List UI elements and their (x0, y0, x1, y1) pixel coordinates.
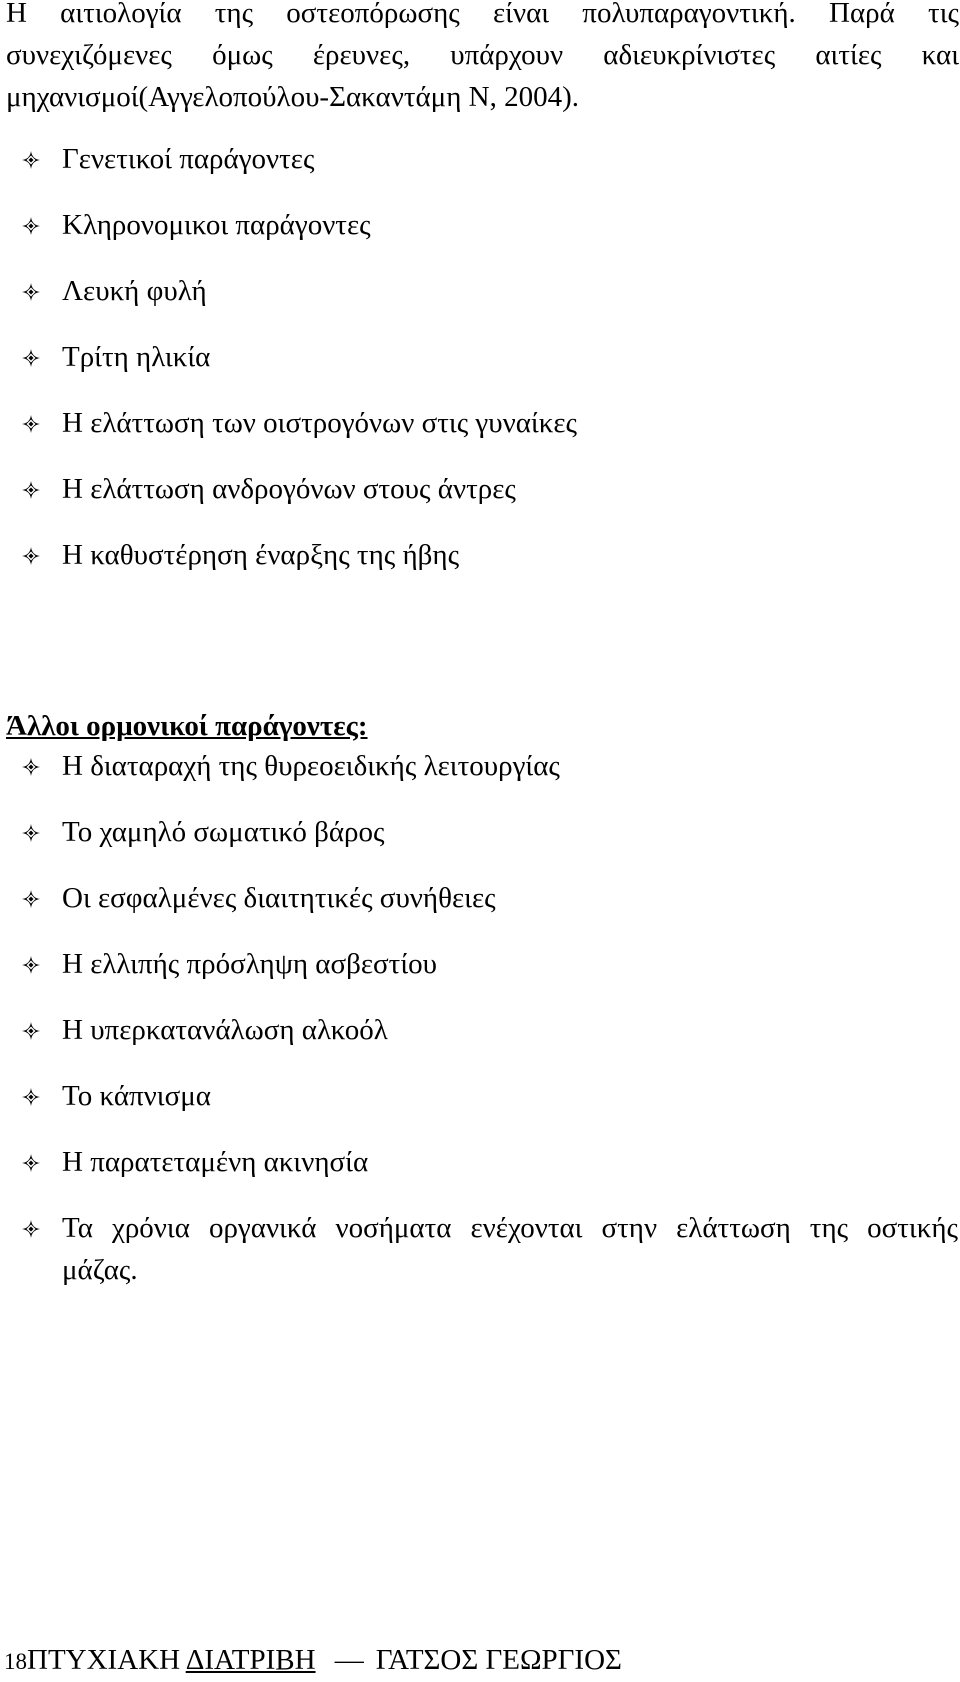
list-item (0, 877, 960, 943)
diamond-star-bullet-icon (22, 824, 40, 842)
list-item-label: Κληρονομικοι παράγοντες (62, 209, 371, 241)
list-item-label: Το κάπνισμα (62, 1080, 211, 1112)
list-item (0, 811, 960, 877)
list-item-label: Η υπερκατανάλωση αλκοόλ (62, 1014, 388, 1046)
list-item (0, 402, 960, 468)
diamond-star-bullet-icon (22, 217, 40, 235)
footer-word-2: ΔΙΑΤΡΙΒΗ (185, 1644, 316, 1676)
other-hormonal-factors-list (0, 745, 960, 1291)
list-item-label: Η ελάττωση ανδρογόνων στους άντρες (62, 473, 516, 505)
diamond-star-bullet-icon (22, 956, 40, 974)
list-item (0, 1141, 960, 1207)
list-item-label: Η διαταραχή της θυρεοειδικής λειτουργίας (62, 750, 560, 782)
list-item-label: Η καθυστέρηση έναρξης της ήβης (62, 539, 460, 571)
page-footer (4, 1640, 622, 1682)
diamond-star-bullet-icon (22, 1088, 40, 1106)
diamond-star-bullet-icon (22, 349, 40, 367)
diamond-star-bullet-icon (22, 890, 40, 908)
list-item-label: Τρίτη ηλικία (62, 341, 211, 373)
diamond-star-bullet-icon (22, 758, 40, 776)
list-item (0, 1207, 960, 1291)
list-item-label-line-1: Τα χρόνια οργανικά νοσήματα ενέχονται στην ελάττωση της οστικής (62, 1212, 958, 1244)
intro-line-1: Η αιτιολογία της οστεοπόρωσης είναι πολυπαραγοντική. Παρά τις (6, 0, 959, 29)
diamond-star-bullet-icon (22, 547, 40, 565)
list-item-label: Η ελάττωση των οιστρογόνων στις γυναίκες (62, 407, 577, 439)
list-item (0, 745, 960, 811)
risk-factors-list (0, 138, 960, 600)
diamond-star-bullet-icon (22, 481, 40, 499)
list-item-label: Λευκή φυλή (62, 275, 207, 307)
diamond-star-bullet-icon (22, 283, 40, 301)
footer-author: ΓΑΤΣΟΣ ΓΕΩΡΓΙΟΣ (375, 1644, 622, 1676)
page-number: 18 (4, 1649, 27, 1674)
section-heading: Άλλοι ορμονικοί παράγοντες: (6, 710, 368, 742)
list-item (0, 336, 960, 402)
list-item-label: Οι εσφαλμένες διαιτητικές συνήθειες (62, 882, 496, 914)
intro-line-2: συνεχιζόμενες όμως έρευνες, υπάρχουν αδιευκρίνιστες αιτίες και (6, 39, 959, 71)
list-item (0, 1009, 960, 1075)
list-item (0, 270, 960, 336)
footer-dash: — (334, 1644, 364, 1676)
list-item (0, 534, 960, 600)
footer-word-1: ΠΤΥΧΙΑΚΗ (27, 1644, 181, 1676)
diamond-star-bullet-icon (22, 1022, 40, 1040)
diamond-star-bullet-icon (22, 151, 40, 169)
list-item (0, 468, 960, 534)
intro-paragraph (6, 0, 959, 118)
list-item (0, 943, 960, 1009)
list-item-label: Η παρατεταμένη ακινησία (62, 1146, 369, 1178)
list-item-label: Η ελλιπής πρόσληψη ασβεστίου (62, 948, 437, 980)
diamond-star-bullet-icon (22, 1220, 40, 1238)
diamond-star-bullet-icon (22, 1154, 40, 1172)
diamond-star-bullet-icon (22, 415, 40, 433)
list-item (0, 1075, 960, 1141)
list-item-label-line-2: μάζας. (62, 1254, 138, 1286)
list-item (0, 138, 960, 204)
list-item-label: Το χαμηλό σωματικό βάρος (62, 816, 385, 848)
list-item (0, 204, 960, 270)
list-item-label: Γενετικοί παράγοντες (62, 143, 315, 175)
intro-line-3: μηχανισμοί(Αγγελοπούλου-Σακαντάμη Ν, 2004). (6, 81, 579, 113)
